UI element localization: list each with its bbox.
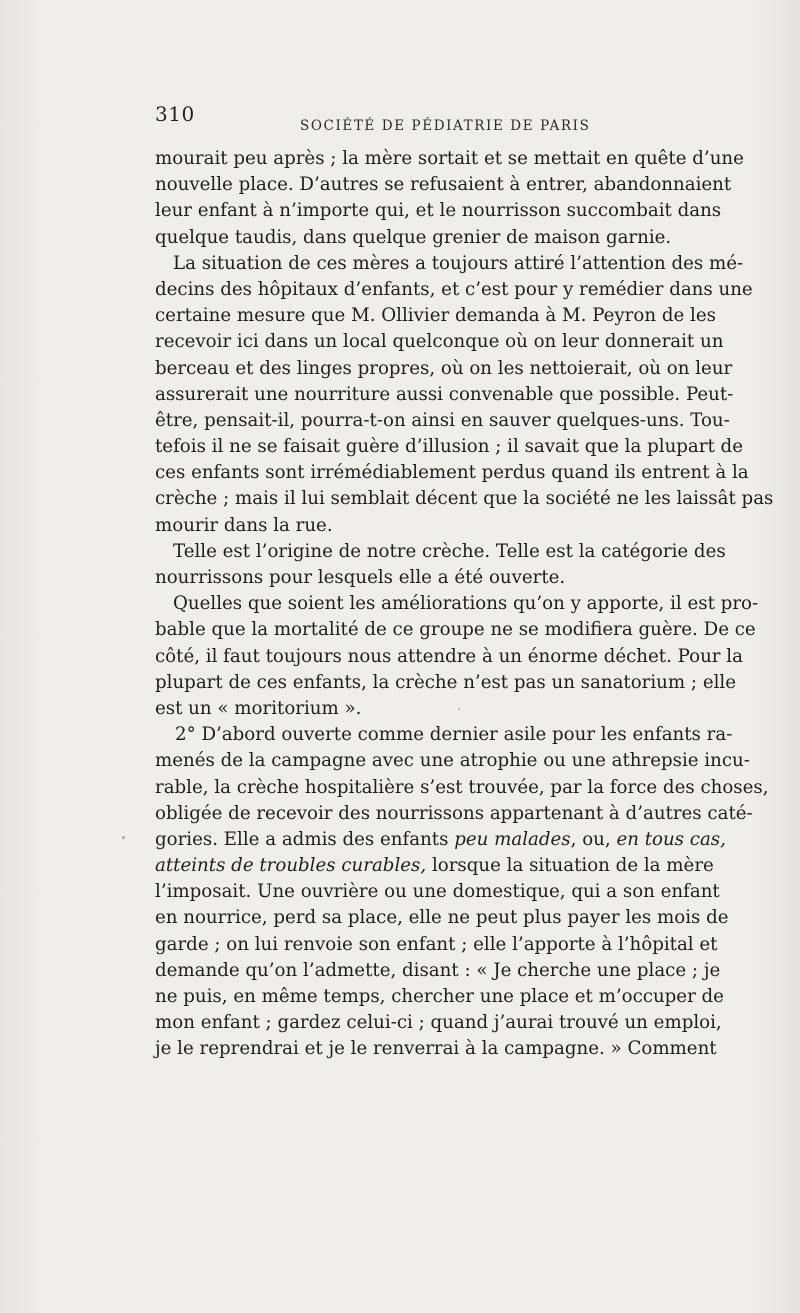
italic-span: peu malades <box>454 828 571 850</box>
text-line: je le reprendrai et je le renverrai à la campagne. » Comment <box>155 1038 717 1060</box>
text-line: crèche ; mais il lui semblait décent que la société ne les laissât pas <box>155 488 774 510</box>
text-line: tefois il ne se faisait guère d’illusion ; il savait que la plupart de <box>155 436 743 458</box>
text-span: gories. Elle a admis des enfants <box>155 828 449 850</box>
text-line: en nourrice, perd sa place, elle ne peut plus payer les mois de <box>155 907 729 929</box>
page-number: 310 <box>155 102 195 126</box>
text-line: côté, il faut toujours nous attendre à un énorme déchet. Pour la <box>155 645 743 667</box>
italic-span: en tous cas, <box>616 828 726 850</box>
text-line: nourrissons pour lesquels elle a été ouverte. <box>155 567 566 588</box>
paragraph-first-line: Telle est l’origine de notre crèche. Telle est la catégorie des <box>173 540 726 562</box>
text-line: demande qu’on l’admette, disant : « Je cherche une place ; je <box>155 959 721 981</box>
page-header <box>155 102 710 138</box>
text-line: recevoir ici dans un local quelconque où on leur donnerait un <box>155 331 724 353</box>
italic-span: atteints de troubles curables, <box>155 855 427 877</box>
text-line: assurerait une nourriture aussi convenable que possible. Peut- <box>155 383 734 405</box>
text-span: , ou, <box>570 828 611 850</box>
text-line: berceau et des linges propres, où on les nettoierait, où on leur <box>155 357 733 379</box>
text-line: ne puis, en même temps, chercher une place et m’occuper de <box>155 986 724 1007</box>
text-line-mixed <box>155 853 714 879</box>
paragraph-first-line: Quelles que soient les améliorations qu’on y apporte, il est pro- <box>173 593 759 615</box>
text-line: garde ; on lui renvoie son enfant ; elle l’apporte à l’hôpital et <box>155 933 718 955</box>
text-line: menés de la campagne avec une atrophie ou une athrepsie incu- <box>155 750 750 772</box>
paragraph-first-line: 2° D’abord ouverte comme dernier asile pour les enfants ra- <box>175 724 733 746</box>
paper-speck <box>458 708 460 710</box>
text-line: obligée de recevoir des nourrissons appartenant à d’autres caté- <box>155 802 753 824</box>
text-line: rable, la crèche hospitalière s’est trouvée, par la force des choses, <box>155 776 769 798</box>
text-line: est un « moritorium ». <box>155 697 362 719</box>
text-line: être, pensait-il, pourra-t-on ainsi en sauver quelques-uns. Tou- <box>155 409 730 431</box>
text-line-mixed <box>155 827 726 853</box>
text-line: bable que la mortalité de ce groupe ne se modifiera guère. De ce <box>155 619 756 641</box>
text-line: certaine mesure que M. Ollivier demanda à M. Peyron de les <box>155 305 716 327</box>
text-line: nouvelle place. D’autres se refusaient à entrer, abandonnaient <box>155 174 732 196</box>
text-line: plupart de ces enfants, la crèche n’est pas un sanatorium ; elle <box>155 671 736 693</box>
text-line: decins des hôpitaux d’enfants, et c’est pour y remédier dans une <box>155 278 753 300</box>
text-line: mourir dans la rue. <box>155 514 333 536</box>
text-line: mourait peu après ; la mère sortait et se mettait en quête d’une <box>155 148 744 169</box>
paragraph-first-line: La situation de ces mères a toujours attiré l’attention des mé- <box>173 252 744 274</box>
paper-speck <box>122 836 125 839</box>
body-text <box>155 146 774 1063</box>
text-line: mon enfant ; gardez celui-ci ; quand j’aurai trouvé un emploi, <box>155 1012 722 1034</box>
text-line: ces enfants sont irrémédiablement perdus quand ils entrent à la <box>155 462 749 484</box>
running-title: SOCIÉTÉ DE PÉDIATRIE DE PARIS <box>300 118 591 134</box>
text-span: lorsque la situation de la mère <box>431 855 714 877</box>
text-line: quelque taudis, dans quelque grenier de maison garnie. <box>155 226 672 248</box>
text-line: l’imposait. Une ouvrière ou une domestique, qui a son enfant <box>155 881 720 903</box>
text-line: leur enfant à n’importe qui, et le nourrisson succombait dans <box>155 200 722 222</box>
